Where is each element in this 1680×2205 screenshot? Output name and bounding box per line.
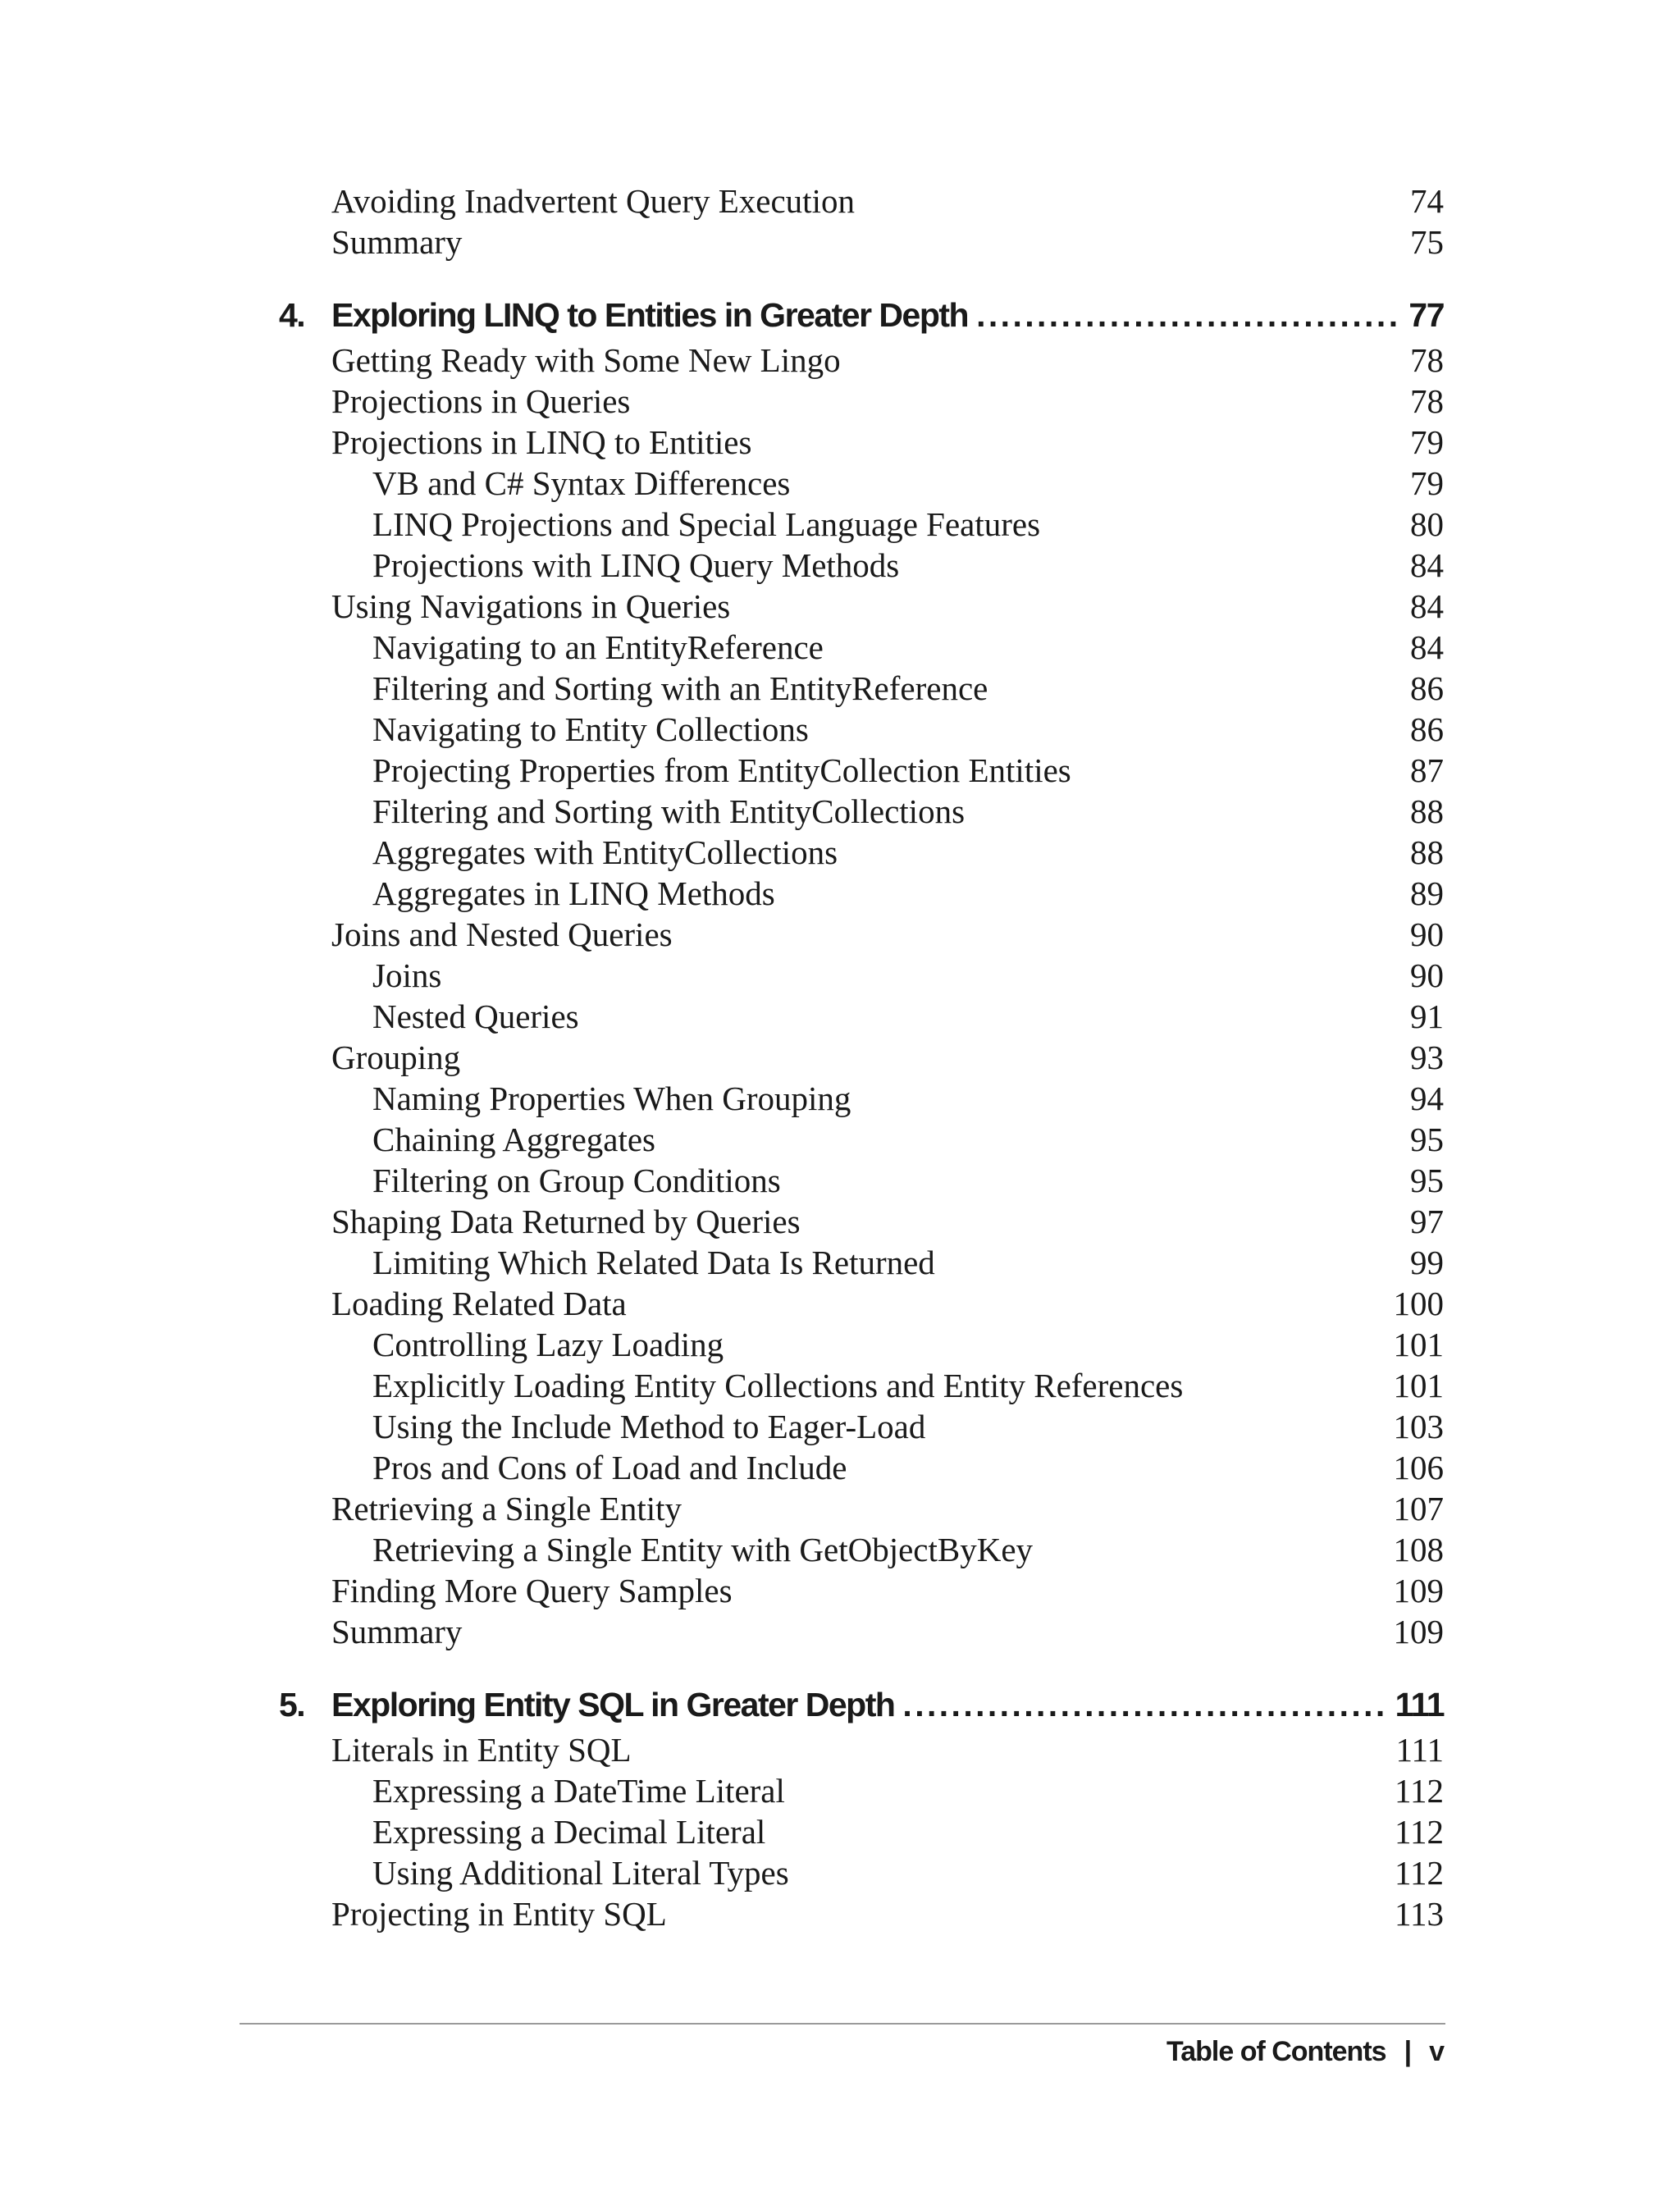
- entry-page-number: 86: [1410, 669, 1444, 707]
- entry-title: Filtering and Sorting with EntityCollections: [372, 792, 966, 830]
- entry-page-number: 90: [1410, 956, 1444, 994]
- entry-page-number: 87: [1410, 751, 1444, 789]
- entry-page-number: 90: [1410, 915, 1444, 953]
- entry-title: Summary: [331, 1613, 463, 1650]
- entry-page-number: 99: [1410, 1244, 1444, 1281]
- entry-page-number: 106: [1393, 1449, 1444, 1486]
- entry-page-number: 101: [1393, 1367, 1444, 1404]
- toc-entry[interactable]: [279, 1529, 1444, 1570]
- toc-entry[interactable]: [279, 709, 1444, 750]
- toc-chapter[interactable]: [279, 1682, 1444, 1728]
- toc-entry[interactable]: [279, 221, 1444, 262]
- entry-title: Projections with LINQ Query Methods: [372, 546, 900, 584]
- entry-title: Shaping Data Returned by Queries: [331, 1203, 801, 1240]
- toc-entry[interactable]: [279, 381, 1444, 422]
- entry-page-number: 84: [1410, 628, 1444, 666]
- entry-page-number: 97: [1410, 1203, 1444, 1240]
- toc-entry[interactable]: [279, 1406, 1444, 1447]
- toc-entry[interactable]: [279, 1201, 1444, 1242]
- entry-page-number: 86: [1410, 710, 1444, 748]
- toc-entry[interactable]: [279, 1611, 1444, 1652]
- entry-page-number: 111: [1395, 1731, 1444, 1769]
- footer-separator: |: [1404, 2036, 1412, 2067]
- entry-page-number: 89: [1410, 874, 1444, 912]
- toc-entry[interactable]: [279, 1037, 1444, 1078]
- toc-entry[interactable]: [279, 1488, 1444, 1529]
- entry-page-number: 75: [1410, 223, 1444, 261]
- toc-entry[interactable]: [279, 1570, 1444, 1611]
- entry-page-number: 108: [1393, 1531, 1444, 1568]
- entry-title: Retrieving a Single Entity with GetObjectByKey: [372, 1531, 1034, 1568]
- toc-entry[interactable]: [279, 422, 1444, 463]
- entry-page-number: 88: [1410, 833, 1444, 871]
- toc-entry[interactable]: [279, 668, 1444, 709]
- entry-title: Controlling Lazy Loading: [372, 1326, 724, 1363]
- entry-title: Joins: [372, 956, 442, 994]
- footer-label: Table of Contents: [1166, 2036, 1386, 2067]
- entry-page-number: 95: [1410, 1121, 1444, 1158]
- chapter-number: 5.: [279, 1686, 305, 1723]
- chapter-line: [331, 292, 1444, 338]
- page-footer: [1166, 2036, 1444, 2068]
- entry-title: Nested Queries: [372, 998, 579, 1035]
- entry-title: Grouping: [331, 1039, 461, 1076]
- footer-rule: [240, 2023, 1445, 2025]
- entry-title: Explicitly Loading Entity Collections and Entity References: [372, 1367, 1184, 1404]
- entry-title: Using the Include Method to Eager-Load: [372, 1408, 926, 1445]
- entry-title: VB and C# Syntax Differences: [372, 464, 791, 502]
- entry-title: Summary: [331, 223, 463, 261]
- entry-page-number: 107: [1393, 1490, 1444, 1527]
- entry-title: Filtering and Sorting with an EntityReference: [372, 669, 988, 707]
- entry-page-number: 101: [1393, 1326, 1444, 1363]
- toc-entry[interactable]: [279, 1852, 1444, 1893]
- entry-title: Navigating to Entity Collections: [372, 710, 809, 748]
- entry-page-number: 88: [1410, 792, 1444, 830]
- toc-chapter[interactable]: [279, 292, 1444, 338]
- toc-entry[interactable]: [279, 1447, 1444, 1488]
- toc-entry[interactable]: [279, 463, 1444, 504]
- entry-page-number: 100: [1393, 1285, 1444, 1322]
- entry-title: Projecting Properties from EntityCollection Entities: [372, 751, 1071, 789]
- entry-title: Pros and Cons of Load and Include: [372, 1449, 847, 1486]
- chapter-title: Exploring Entity SQL in Greater Depth: [331, 1686, 895, 1723]
- toc-entry[interactable]: [279, 1770, 1444, 1811]
- toc-entry[interactable]: [279, 1078, 1444, 1119]
- entry-title: Using Navigations in Queries: [331, 587, 731, 625]
- entry-page-number: 78: [1410, 341, 1444, 379]
- footer-page-number: v: [1429, 2036, 1444, 2067]
- entry-title: Projections in Queries: [331, 382, 631, 420]
- entry-title: Avoiding Inadvertent Query Execution: [331, 182, 855, 220]
- entry-title: Finding More Query Samples: [331, 1572, 733, 1609]
- entry-page-number: 79: [1410, 464, 1444, 502]
- entry-title: Projections in LINQ to Entities: [331, 423, 752, 461]
- entry-title: Joins and Nested Queries: [331, 915, 673, 953]
- entry-page-number: 78: [1410, 382, 1444, 420]
- toc-entry[interactable]: [279, 545, 1444, 586]
- entry-title: Using Additional Literal Types: [372, 1854, 789, 1892]
- entry-title: LINQ Projections and Special Language Features: [372, 505, 1041, 543]
- entry-page-number: 103: [1393, 1408, 1444, 1445]
- entry-page-number: 112: [1395, 1813, 1444, 1851]
- entry-page-number: 113: [1395, 1895, 1444, 1933]
- chapter-line: [331, 1682, 1444, 1728]
- entry-page-number: 94: [1410, 1080, 1444, 1117]
- toc-entry[interactable]: [279, 586, 1444, 627]
- toc-entry[interactable]: [279, 180, 1444, 221]
- toc-entry[interactable]: [279, 1242, 1444, 1283]
- toc-entry[interactable]: [279, 1119, 1444, 1160]
- toc-entry[interactable]: [279, 504, 1444, 545]
- entry-title: Chaining Aggregates: [372, 1121, 656, 1158]
- entry-page-number: 95: [1410, 1162, 1444, 1199]
- entry-title: Literals in Entity SQL: [331, 1731, 632, 1769]
- entry-page-number: 93: [1410, 1039, 1444, 1076]
- toc-entry[interactable]: [279, 1365, 1444, 1406]
- entry-title: Expressing a Decimal Literal: [372, 1813, 766, 1851]
- entry-page-number: 109: [1393, 1613, 1444, 1650]
- entry-page-number: 91: [1410, 998, 1444, 1035]
- entry-title: Retrieving a Single Entity: [331, 1490, 682, 1527]
- toc-entry[interactable]: [279, 1160, 1444, 1201]
- entry-title: Projecting in Entity SQL: [331, 1895, 667, 1933]
- entry-page-number: 74: [1410, 182, 1444, 220]
- toc-entry[interactable]: [279, 955, 1444, 996]
- entry-title: Aggregates in LINQ Methods: [372, 874, 775, 912]
- toc-entry[interactable]: [279, 750, 1444, 791]
- dot-leader: [976, 292, 1400, 338]
- entry-title: Getting Ready with Some New Lingo: [331, 341, 841, 379]
- dot-leader: [902, 1682, 1386, 1728]
- chapter-page-number: 77: [1408, 296, 1444, 334]
- entry-title: Loading Related Data: [331, 1285, 627, 1322]
- entry-title: Expressing a DateTime Literal: [372, 1772, 785, 1810]
- entry-page-number: 112: [1395, 1772, 1444, 1810]
- entry-title: Aggregates with EntityCollections: [372, 833, 838, 871]
- entry-page-number: 79: [1410, 423, 1444, 461]
- entry-page-number: 84: [1410, 587, 1444, 625]
- chapter-page-number: 111: [1395, 1686, 1444, 1723]
- toc-entry[interactable]: [279, 627, 1444, 668]
- entry-page-number: 112: [1395, 1854, 1444, 1892]
- toc-entry[interactable]: [279, 1283, 1444, 1324]
- entry-page-number: 109: [1393, 1572, 1444, 1609]
- toc-entry[interactable]: [279, 873, 1444, 914]
- toc-entry[interactable]: [279, 791, 1444, 832]
- entry-page-number: 80: [1410, 505, 1444, 543]
- toc-entry[interactable]: [279, 914, 1444, 955]
- entry-title: Filtering on Group Conditions: [372, 1162, 781, 1199]
- entry-title: Navigating to an EntityReference: [372, 628, 824, 666]
- toc-entry[interactable]: [279, 996, 1444, 1037]
- toc-entry[interactable]: [279, 832, 1444, 873]
- toc-entry[interactable]: [279, 1811, 1444, 1852]
- chapter-number: 4.: [279, 296, 305, 334]
- toc-entry[interactable]: [279, 1893, 1444, 1934]
- toc-entry[interactable]: [279, 340, 1444, 381]
- toc-entry[interactable]: [279, 1324, 1444, 1365]
- chapter-title: Exploring LINQ to Entities in Greater Depth: [331, 296, 969, 334]
- entry-title: Naming Properties When Grouping: [372, 1080, 851, 1117]
- entry-page-number: 84: [1410, 546, 1444, 584]
- entry-title: Limiting Which Related Data Is Returned: [372, 1244, 935, 1281]
- toc-entry[interactable]: [279, 1729, 1444, 1770]
